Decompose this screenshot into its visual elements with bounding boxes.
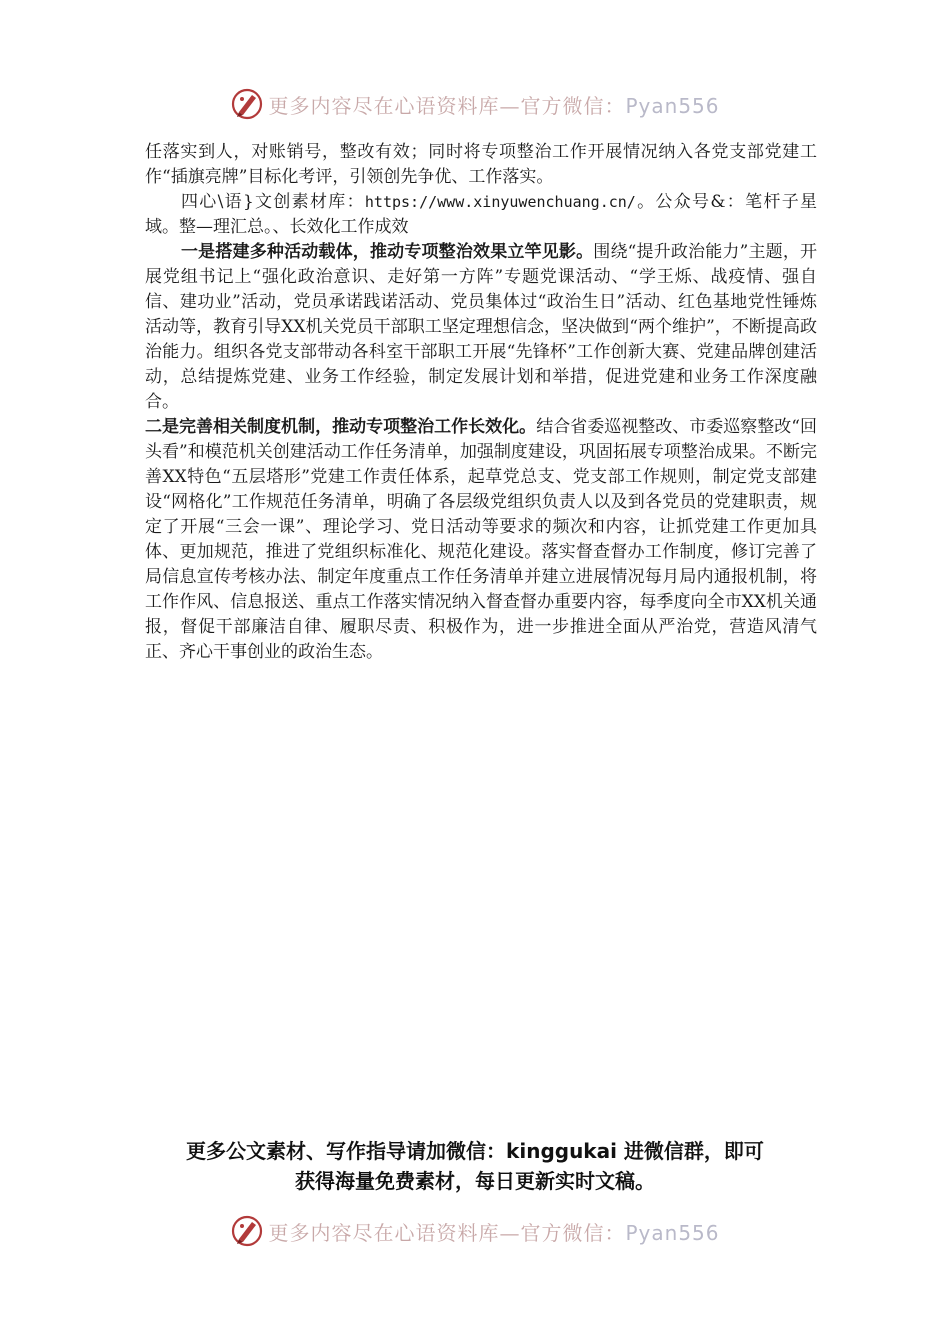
footer-line-1: 更多公文素材、写作指导请加微信：kinggukai 进微信群，即可 <box>186 1139 764 1163</box>
paragraph-3: 一是搭建多种活动载体，推动专项整治效果立竿见影。围绕“提升政治能力”主题，开展党组书记上“强化政治意识、走好第一方阵”专题党课活动、“学王烁、战疫情、强自信、建功业”活动，党员承诺践诺活动、党员集体过“政治生日”活动、红色基地党性锤炼活动等，教育引导XX机关党员干部职工坚定理想信念，坚决做到“两个维护”，不断提高政治能力。组织各党支部带动各科室干部职工开展“先锋杯”工作创新大赛、党建品牌创建活动，总结提炼党建、业务工作经验，制定发展计划和举措，促进党建和业务工作深度融合。 <box>145 242 818 412</box>
footer-line-2: 获得海量免费素材，每日更新实时文稿。 <box>295 1169 655 1193</box>
pen-logo-icon <box>230 1214 264 1248</box>
banner-text: 更多内容尽在心语资料库—官方微信：Pyan556 <box>268 1220 720 1245</box>
source-url: https://www.xinyuwenchuang.cn/ <box>364 193 636 211</box>
header-banner <box>0 84 950 124</box>
paragraph-4-heading: 二是完善相关制度机制，推动专项整治工作长效化。 <box>145 417 537 437</box>
paragraph-2: 四心\语}文创素材库：https://www.xinyuwenchuang.cn/。公众号&：笔杆子星域。整—理汇总。、长效化工作成效 <box>145 192 817 237</box>
footer-note <box>140 1136 810 1196</box>
pen-logo-icon <box>230 87 264 121</box>
footer-banner <box>0 1211 950 1251</box>
banner-text: 更多内容尽在心语资料库—官方微信：Pyan556 <box>268 93 720 118</box>
document-body <box>145 140 817 665</box>
paragraph-4: 二是完善相关制度机制，推动专项整治工作长效化。结合省委巡视整改、市委巡察整改“回头看”和模范机关创建活动工作任务清单，加强制度建设，巩固拓展专项整治成果。不断完善XX特色“五层塔形”党建工作责任体系，起草党总支、党支部工作规则，制定党支部建设“网格化”工作规范任务清单，明确了各层级党组织负责人以及到各党员的党建职责，规定了开展“三会一课”、理论学习、党日活动等要求的频次和内容，让抓党建工作更加具体、更加规范，推进了党组织标准化、规范化建设。落实督查督办工作制度，修订完善了局信息宣传考核办法、制定年度重点工作任务清单并建立进展情况每月局内通报机制，将工作作风、信息报送、重点工作落实情况纳入督查督办重要内容，每季度向全市XX机关通报，督促干部廉洁自律、履职尽责、积极作为，进一步推进全面从严治党，营造风清气正、齐心干事创业的政治生态。 <box>145 417 817 662</box>
paragraph-3-heading: 一是搭建多种活动载体，推动专项整治效果立竿见影。 <box>181 242 594 262</box>
paragraph-1: 任落实到人，对账销号，整改有效；同时将专项整治工作开展情况纳入各党支部党建工作“插旗亮牌”目标化考评，引领创先争优、工作落实。 <box>145 142 817 187</box>
